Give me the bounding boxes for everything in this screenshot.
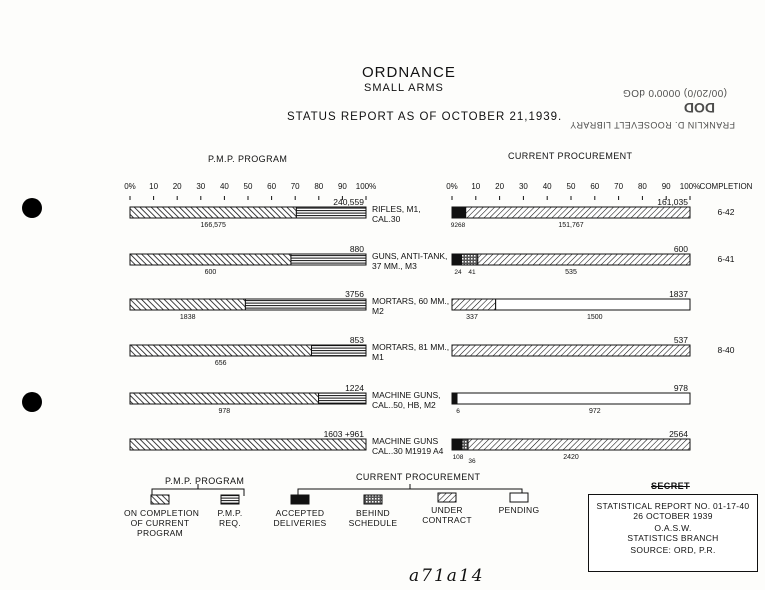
proc-bar-behind [462, 254, 478, 265]
legend-under [422, 505, 472, 525]
category-sublabel: CAL.30 [372, 214, 401, 224]
pmp-total-label: 853 [349, 335, 364, 345]
category-label: RIFLES, M1, [372, 204, 421, 214]
completion-header: COMPLETION [699, 182, 753, 191]
legend-accepted [272, 508, 328, 528]
page-title: ORDNANCE [362, 64, 456, 81]
category-sublabel: CAL..30 M1919 A4 [372, 446, 444, 456]
legend-pmp-title: P.M.P. PROGRAM [165, 476, 245, 486]
proc-total-label: 537 [673, 335, 688, 345]
report-box-number: STATISTICAL REPORT NO. 01-17-40 [596, 501, 750, 511]
right-axis-tick-label: 80 [637, 182, 647, 191]
pmp-total-label: 240,559 [333, 197, 364, 207]
right-axis-tick-label: 100% [679, 182, 701, 191]
proc-bar-pending [496, 299, 690, 310]
page-subtitle: SMALL ARMS [364, 82, 444, 94]
proc-bar-under-contract [478, 254, 690, 265]
pmp-on-completion-label: 1838 [179, 314, 196, 321]
pmp-bar-on-completion [130, 345, 311, 356]
legend-on-completion [124, 508, 200, 538]
legend-pmp-req-line2: REQ. [219, 518, 241, 528]
handwritten-number: a71a14 [409, 566, 485, 586]
pmp-on-completion-label: 656 [214, 360, 227, 367]
legend-on-completion-line3: PROGRAM [136, 528, 184, 538]
pmp-bar-requirement [296, 207, 366, 218]
left-axis-tick-label: 80 [314, 182, 324, 191]
left-axis-tick-label: 40 [219, 182, 229, 191]
proc-total-label: 161,035 [657, 197, 688, 207]
proc-bar-accepted [452, 207, 466, 218]
classification-mark: SECRET [651, 481, 690, 491]
pmp-bar-on-completion [130, 299, 245, 310]
proc-bar-under-contract [466, 207, 690, 218]
right-axis-tick-label: 60 [590, 182, 600, 191]
legend-procurement-title: CURRENT PROCUREMENT [356, 472, 481, 482]
stamp-line-library: FRANKLIN D. ROOSEVELT LIBRARY [569, 120, 735, 130]
legend-pending [494, 505, 544, 515]
left-axis-tick-label: 0% [124, 182, 136, 191]
pmp-program-heading: P.M.P. PROGRAM [208, 154, 288, 164]
proc-total-label: 2564 [669, 429, 688, 439]
legend-behind [348, 508, 398, 528]
proc-bar-under-contract [468, 439, 690, 450]
legend-under-line2: CONTRACT [422, 515, 472, 525]
proc-bar-accepted [452, 254, 462, 265]
pmp-bar-on-completion [130, 254, 291, 265]
proc-under-label: 535 [565, 269, 577, 276]
proc-bar-pending [457, 393, 690, 404]
legend-under-line1: UNDER [431, 505, 463, 515]
legend-accepted-line1: ACCEPTED [275, 508, 325, 518]
pmp-total-label: 1224 [345, 383, 364, 393]
category-label: MACHINE GUNS [372, 436, 439, 446]
right-axis-tick-label: 0% [446, 182, 458, 191]
left-axis-tick-label: 90 [337, 182, 347, 191]
pmp-total-label: 1603 +961 [323, 429, 364, 439]
legend-on-completion-line1: ON COMPLETION [124, 508, 200, 518]
right-axis-tick-label: 30 [518, 182, 528, 191]
proc-total-label: 1837 [669, 289, 688, 299]
right-axis-tick-label: 50 [566, 182, 576, 191]
category-label: MORTARS, 60 MM., [372, 296, 450, 306]
pmp-bar-requirement [319, 393, 366, 404]
report-box-date: 26 OCTOBER 1939 [633, 511, 713, 521]
stamp-letter: DOD [683, 100, 715, 116]
pmp-bar-on-completion [130, 207, 296, 218]
legend-behind-line2: SCHEDULE [348, 518, 398, 528]
category-sublabel: M1 [372, 352, 384, 362]
pmp-total-label: 3756 [345, 289, 364, 299]
legend-behind-line1: BEHIND [356, 508, 390, 518]
legend-pmp-req [212, 508, 248, 528]
left-axis-tick-label: 20 [172, 182, 182, 191]
proc-under-label: 337 [466, 314, 478, 321]
pmp-bar-requirement [245, 299, 366, 310]
proc-bar-accepted [452, 439, 462, 450]
pmp-bar-requirement [311, 345, 366, 356]
proc-accepted-label: 108 [452, 454, 464, 461]
report-box-source: SOURCE: ORD, P.R. [630, 545, 716, 555]
category-sublabel: CAL..50, HB, M2 [372, 400, 436, 410]
right-axis-tick-label: 40 [542, 182, 552, 191]
legend-pmp-req-line1: P.M.P. [217, 508, 243, 518]
proc-pending-label: 1500 [587, 314, 603, 321]
proc-under-label: 151,767 [558, 222, 584, 229]
proc-under-label: 2420 [563, 454, 579, 461]
proc-total-label: 600 [673, 244, 688, 254]
proc-pending-label: 972 [588, 408, 601, 415]
category-label: MORTARS, 81 MM., [372, 342, 450, 352]
left-axis-tick-label: 50 [243, 182, 253, 191]
category-sublabel: M2 [372, 306, 384, 316]
proc-total-label: 978 [673, 383, 688, 393]
proc-bar-behind [462, 439, 468, 450]
left-axis-tick-label: 10 [149, 182, 159, 191]
completion-date: 6-42 [717, 207, 735, 217]
proc-bar-under-contract [452, 299, 496, 310]
category-sublabel: 37 MM., M3 [372, 261, 417, 271]
pmp-bar-on-completion [130, 393, 319, 404]
legend-pending-line1: PENDING [498, 505, 540, 515]
report-box [588, 494, 758, 572]
left-axis-tick-label: 70 [290, 182, 300, 191]
report-box-office: O.A.S.W. [654, 523, 692, 533]
pmp-bar-on-completion [130, 439, 366, 450]
pmp-bar-requirement [291, 254, 366, 265]
right-axis-tick-label: 10 [471, 182, 481, 191]
proc-behind-label: 41 [468, 269, 476, 276]
pmp-on-completion-label: 166,575 [200, 222, 226, 229]
left-axis-tick-label: 100% [355, 182, 377, 191]
right-axis-tick-label: 20 [495, 182, 505, 191]
category-label: MACHINE GUNS, [372, 390, 441, 400]
right-axis-tick-label: 70 [614, 182, 624, 191]
stamp-line-code: (00/20/0) 0000'0 dOG [622, 87, 727, 98]
left-axis-tick-label: 30 [196, 182, 206, 191]
proc-behind-label: 36 [468, 458, 476, 465]
category-label: GUNS, ANTI-TANK, [372, 251, 448, 261]
proc-bar-accepted [452, 393, 457, 404]
pmp-total-label: 880 [349, 244, 364, 254]
right-axis-tick-label: 90 [661, 182, 671, 191]
pmp-on-completion-label: 600 [204, 269, 217, 276]
report-box-branch: STATISTICS BRANCH [627, 533, 719, 543]
proc-accepted-label: 9268 [450, 222, 466, 229]
current-procurement-heading: CURRENT PROCUREMENT [508, 151, 633, 161]
legend-accepted-line2: DELIVERIES [273, 518, 327, 528]
legend-on-completion-line2: OF CURRENT [130, 518, 190, 528]
completion-date: 6-41 [717, 254, 735, 264]
proc-accepted-label: 6 [456, 408, 460, 415]
completion-date: 8-40 [717, 345, 735, 355]
left-axis-tick-label: 60 [267, 182, 277, 191]
pmp-on-completion-label: 978 [218, 408, 231, 415]
report-date-heading: STATUS REPORT AS OF OCTOBER 21,1939. [287, 111, 563, 123]
proc-bar-under-contract [452, 345, 690, 356]
proc-accepted-label: 24 [454, 269, 462, 276]
